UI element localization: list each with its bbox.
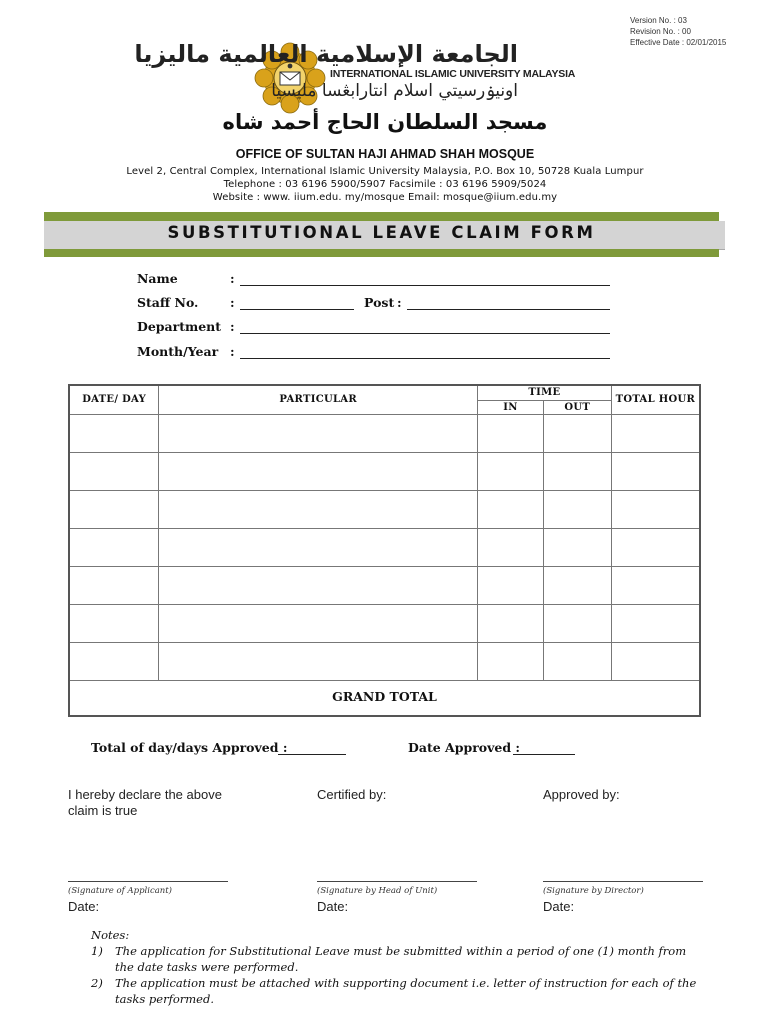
table-row xyxy=(69,528,700,566)
time-out-cell[interactable] xyxy=(543,604,611,642)
staff-no-label: Staff No. xyxy=(137,295,199,310)
date-cell[interactable] xyxy=(69,642,159,680)
header-date-day: DATE/ DAY xyxy=(69,385,159,414)
post-field[interactable] xyxy=(407,309,610,310)
director-date-label: Date: xyxy=(543,899,575,914)
notes-heading: Notes: xyxy=(91,928,130,942)
particular-cell[interactable] xyxy=(159,642,478,680)
note-text: The application must be attached with supporting document i.e. letter of instruction for each of the tasks performed. xyxy=(115,976,697,1006)
note-number: 2) xyxy=(91,976,103,990)
claim-table xyxy=(68,384,701,717)
office-website: Website : www. iium.edu. my/mosque Email: mosque@iium.edu.my xyxy=(212,192,558,203)
post-label: Post xyxy=(364,295,395,310)
time-in-cell[interactable] xyxy=(478,490,544,528)
head-date-label: Date: xyxy=(317,899,349,914)
applicant-signature-caption: (Signature of Applicant) xyxy=(68,886,172,896)
total-hour-cell[interactable] xyxy=(611,528,700,566)
time-out-cell[interactable] xyxy=(543,452,611,490)
head-signature-caption: (Signature by Head of Unit) xyxy=(317,886,438,896)
form-title: SUBSTITUTIONAL LEAVE CLAIM FORM xyxy=(167,223,596,242)
time-out-cell[interactable] xyxy=(543,642,611,680)
title-band-top xyxy=(44,212,719,221)
particular-cell[interactable] xyxy=(159,452,478,490)
applicant-signature-line[interactable] xyxy=(68,881,228,882)
time-out-cell[interactable] xyxy=(543,528,611,566)
date-cell[interactable] xyxy=(69,528,159,566)
office-address: Level 2, Central Complex, International Islamic University Malaysia, P.O. Box 10, 50728 Kuala Lumpur xyxy=(126,166,644,177)
particular-cell[interactable] xyxy=(159,528,478,566)
total-hour-cell[interactable] xyxy=(611,490,700,528)
university-name-jawi: اونيۏرسيتي اسلام انتارابڠسا مليسيا xyxy=(271,81,518,101)
time-out-cell[interactable] xyxy=(543,566,611,604)
particular-cell[interactable] xyxy=(159,490,478,528)
title-band-bottom xyxy=(44,249,719,257)
month-year-field[interactable] xyxy=(240,358,610,359)
total-hour-cell[interactable] xyxy=(611,604,700,642)
grand-total-label: GRAND TOTAL xyxy=(69,680,700,716)
applicant-date-label: Date: xyxy=(68,899,100,914)
revision-number: Revision No. : 00 xyxy=(630,27,691,36)
total-hour-cell[interactable] xyxy=(611,566,700,604)
applicant-declaration: I hereby declare the above claim is true xyxy=(68,787,222,818)
header-time: TIME xyxy=(478,385,612,400)
director-signature-caption: (Signature by Director) xyxy=(543,886,644,896)
university-name-arabic: الجامعة الإسلامية العالمية ماليزيا xyxy=(134,40,518,68)
department-label: Department xyxy=(137,319,222,334)
date-cell[interactable] xyxy=(69,452,159,490)
date-cell[interactable] xyxy=(69,414,159,452)
office-title: OFFICE OF SULTAN HAJI AHMAD SHAH MOSQUE xyxy=(235,147,535,161)
note-number: 1) xyxy=(91,944,103,958)
date-approved-label: Date Approved : xyxy=(408,740,521,755)
version-info xyxy=(630,15,726,48)
table-row xyxy=(69,490,700,528)
mosque-name-arabic: مسجد السلطان الحاج أحمد شاه xyxy=(222,110,548,134)
time-in-cell[interactable] xyxy=(478,604,544,642)
particular-cell[interactable] xyxy=(159,566,478,604)
date-cell[interactable] xyxy=(69,604,159,642)
month-year-label: Month/Year xyxy=(137,344,219,359)
particular-cell[interactable] xyxy=(159,414,478,452)
time-in-cell[interactable] xyxy=(478,528,544,566)
time-in-cell[interactable] xyxy=(478,566,544,604)
name-field[interactable] xyxy=(240,285,610,286)
table-row xyxy=(69,452,700,490)
date-cell[interactable] xyxy=(69,566,159,604)
time-in-cell[interactable] xyxy=(478,452,544,490)
note-text: The application for Substitutional Leave must be submitted within a period of one (1) month from the date tasks were performed. xyxy=(115,944,687,974)
staff-no-field[interactable] xyxy=(240,309,354,310)
total-hour-cell[interactable] xyxy=(611,642,700,680)
name-colon: : xyxy=(230,271,235,286)
director-signature-line[interactable] xyxy=(543,881,703,882)
university-name-english: INTERNATIONAL ISLAMIC UNIVERSITY MALAYSIA xyxy=(330,68,576,80)
total-hour-cell[interactable] xyxy=(611,452,700,490)
table-row xyxy=(69,604,700,642)
table-row xyxy=(69,566,700,604)
total-hour-cell[interactable] xyxy=(611,414,700,452)
header-in: IN xyxy=(478,400,544,414)
approved-by-label: Approved by: xyxy=(543,787,620,802)
certified-by-label: Certified by: xyxy=(317,787,387,802)
particular-cell[interactable] xyxy=(159,604,478,642)
time-out-cell[interactable] xyxy=(543,414,611,452)
department-field[interactable] xyxy=(240,333,610,334)
table-row xyxy=(69,414,700,452)
name-label: Name xyxy=(137,271,178,286)
total-days-label: Total of day/days Approved : xyxy=(91,740,288,755)
post-colon: : xyxy=(397,295,402,310)
office-telephone: Telephone : 03 6196 5900/5907 Facsimile : 03 6196 5909/5024 xyxy=(223,179,547,190)
time-in-cell[interactable] xyxy=(478,642,544,680)
note-item xyxy=(91,975,701,1007)
date-approved-field[interactable] xyxy=(513,754,575,755)
head-signature-line[interactable] xyxy=(317,881,477,882)
department-colon: : xyxy=(230,319,235,334)
version-number: Version No. : 03 xyxy=(630,16,687,25)
notes-section xyxy=(91,927,701,1007)
month-year-colon: : xyxy=(230,344,235,359)
table-row xyxy=(69,642,700,680)
total-days-field[interactable] xyxy=(278,754,346,755)
header-particular: PARTICULAR xyxy=(159,385,478,414)
effective-date: Effective Date : 02/01/2015 xyxy=(630,38,727,47)
time-in-cell[interactable] xyxy=(478,414,544,452)
note-item xyxy=(91,943,701,975)
header-out: OUT xyxy=(543,400,611,414)
date-cell[interactable] xyxy=(69,490,159,528)
time-out-cell[interactable] xyxy=(543,490,611,528)
staff-no-colon: : xyxy=(230,295,235,310)
header-total-hour: TOTAL HOUR xyxy=(611,385,700,414)
